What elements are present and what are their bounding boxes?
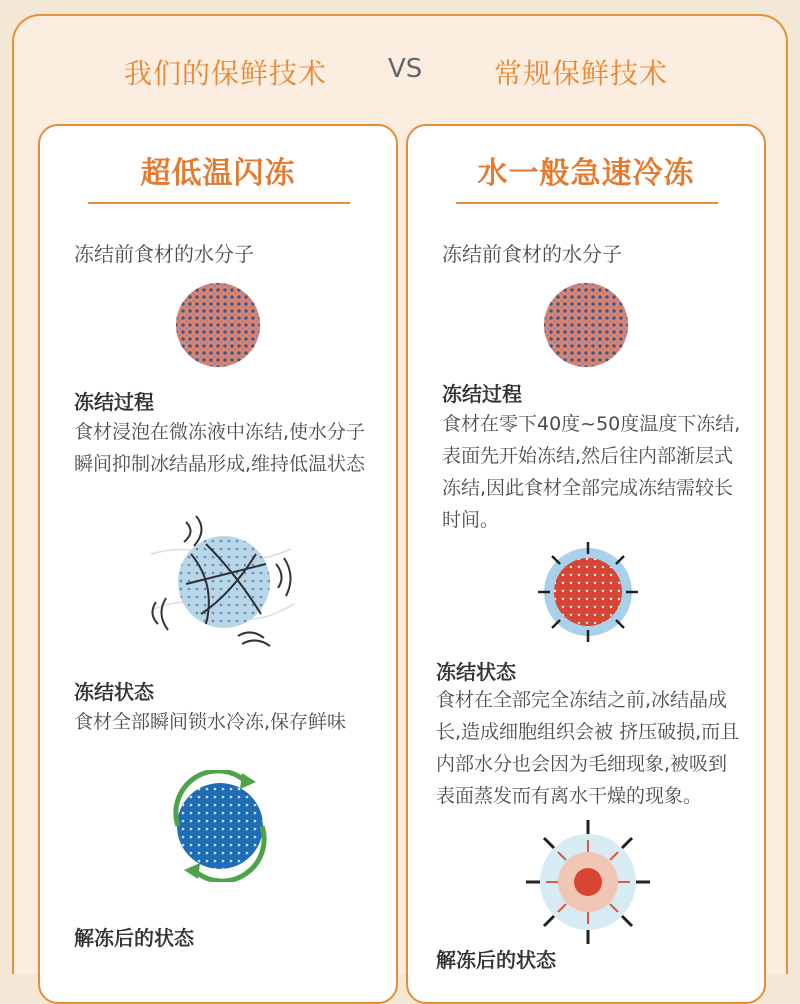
our-tech-heading: 我们的保鲜技术 xyxy=(124,57,328,90)
state-heading: 冻结状态 xyxy=(74,680,154,704)
card-title: 超低温闪冻 xyxy=(140,156,296,191)
before-freeze-label: 冻结前食材的水分子 xyxy=(442,242,622,266)
process-text: 食材在零下40度~50度温度下冻结,表面先开始冻结,然后往内部渐层式冻结,因此食材全部完成冻结需较长时间。 xyxy=(442,413,741,531)
process-heading: 冻结过程 xyxy=(74,390,154,414)
before-freeze-label: 冻结前食材的水分子 xyxy=(74,242,254,266)
state-heading: 冻结状态 xyxy=(436,660,516,684)
regular-tech-heading: 常规保鲜技术 xyxy=(494,57,669,90)
locked-freshness-icon xyxy=(164,770,276,882)
after-thaw-heading: 解冻后的状态 xyxy=(436,948,556,972)
title-divider xyxy=(456,202,718,204)
after-thaw-heading: 解冻后的状态 xyxy=(74,926,194,950)
slow-freeze-icon xyxy=(536,540,640,644)
state-text: 食材在全部完全冻结之前,冰结晶成长,造成细胞组织会被 挤压破损,而且内部水分也会因为毛细现象,被吸到表面蒸发而有离水干燥的现象。 xyxy=(436,689,740,807)
title-divider xyxy=(88,202,350,204)
flash-freeze-icon xyxy=(146,514,296,649)
vs-label: VS xyxy=(388,54,423,84)
water-molecules-icon xyxy=(174,281,262,369)
process-text: 食材浸泡在微冻液中冻结,使水分子瞬间抑制冰结晶形成,维持低温状态 xyxy=(74,421,366,475)
state-text: 食材全部瞬间锁水冷冻,保存鲜味 xyxy=(74,711,347,733)
regular-tech-card xyxy=(406,124,766,1004)
card-title: 水一般急速冷冻 xyxy=(477,156,695,191)
process-heading: 冻结过程 xyxy=(442,382,522,406)
ice-crystal-damage-icon xyxy=(526,820,650,944)
our-tech-card xyxy=(38,124,398,1004)
water-molecules-icon xyxy=(542,281,630,369)
